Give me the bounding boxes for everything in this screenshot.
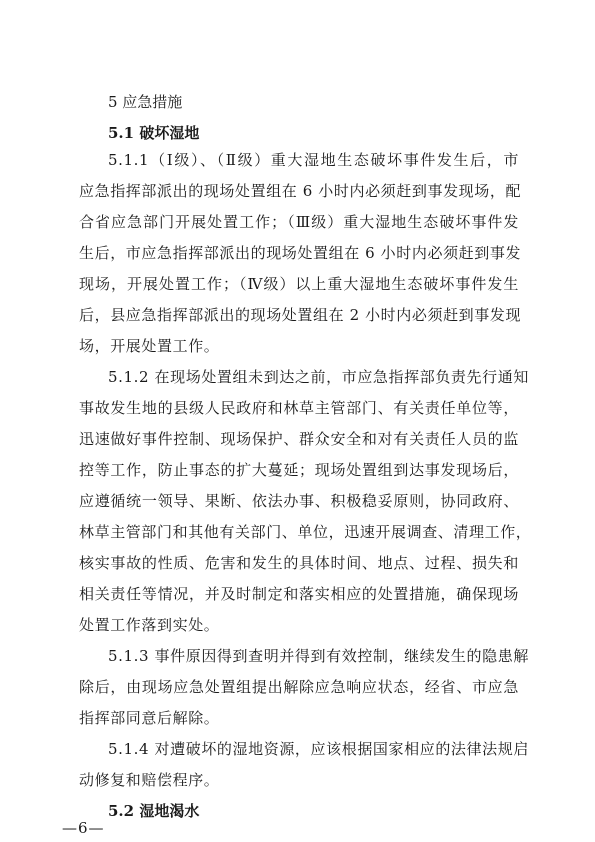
para2-line: 核实事故的性质、危害和发生的具体时间、地点、过程、损失和 <box>79 554 519 572</box>
para1-line: 5.1.1（Ⅰ级）、（Ⅱ级）重大湿地生态破坏事件发生后，市 <box>108 151 519 169</box>
para3-line: 5.1.3 事件原因得到查明并得到有效控制，继续发生的隐患解 <box>108 647 529 665</box>
para2-line: 处置工作落到实处。 <box>79 616 220 634</box>
para1-line: 后，县应急指挥部派出的现场处置组在 2 小时内必须赶到事发现 <box>79 306 522 324</box>
para3-line: 指挥部同意后解除。 <box>79 709 220 727</box>
para4-line: 5.1.4 对遭破坏的湿地资源，应该根据国家相应的法律法规启 <box>108 740 529 758</box>
para2-line: 林草主管部门和其他有关部门、单位，迅速开展调查、清理工作， <box>79 523 532 541</box>
para1-line: 生后，市应急指挥部派出的现场处置组在 6 小时内必须赶到事发 <box>79 244 522 262</box>
para2-line: 事故发生地的县级人民政府和林草主管部门、有关责任单位等， <box>79 399 519 417</box>
para3-line: 除后，由现场应急处置组提出解除应急响应状态，经省、市应急 <box>79 678 519 696</box>
para2-line: 应遵循统一领导、果断、依法办事、积极稳妥原则，协同政府、 <box>79 492 519 510</box>
page-number: —6— <box>62 819 105 837</box>
para4-line: 动修复和赔偿程序。 <box>79 771 220 789</box>
para2-line: 控等工作，防止事态的扩大蔓延；现场处置组到达事发现场后， <box>79 461 519 479</box>
para1-line: 场，开展处置工作。 <box>79 337 220 355</box>
para2-line: 相关责任等情况，并及时制定和落实相应的处置措施，确保现场 <box>79 585 519 603</box>
para1-line: 合省应急部门开展处置工作；（Ⅲ级）重大湿地生态破坏事件发 <box>79 213 519 231</box>
section-title: 5 应急措施 <box>108 93 183 111</box>
para2-line: 5.1.2 在现场处置组未到达之前，市应急指挥部负责先行通知 <box>108 368 529 386</box>
para1-line: 应急指挥部派出的现场处置组在 6 小时内必须赶到事发现场，配 <box>79 182 522 200</box>
subsection-title-5-2: 5.2 湿地渴水 <box>108 802 200 820</box>
para2-line: 迅速做好事件控制、现场保护、群众安全和对有关责任人员的监 <box>79 430 519 448</box>
subsection-title-5-1: 5.1 破坏湿地 <box>108 124 200 142</box>
para1-line: 现场，开展处置工作；（Ⅳ级）以上重大湿地生态破坏事件发生 <box>79 275 519 293</box>
